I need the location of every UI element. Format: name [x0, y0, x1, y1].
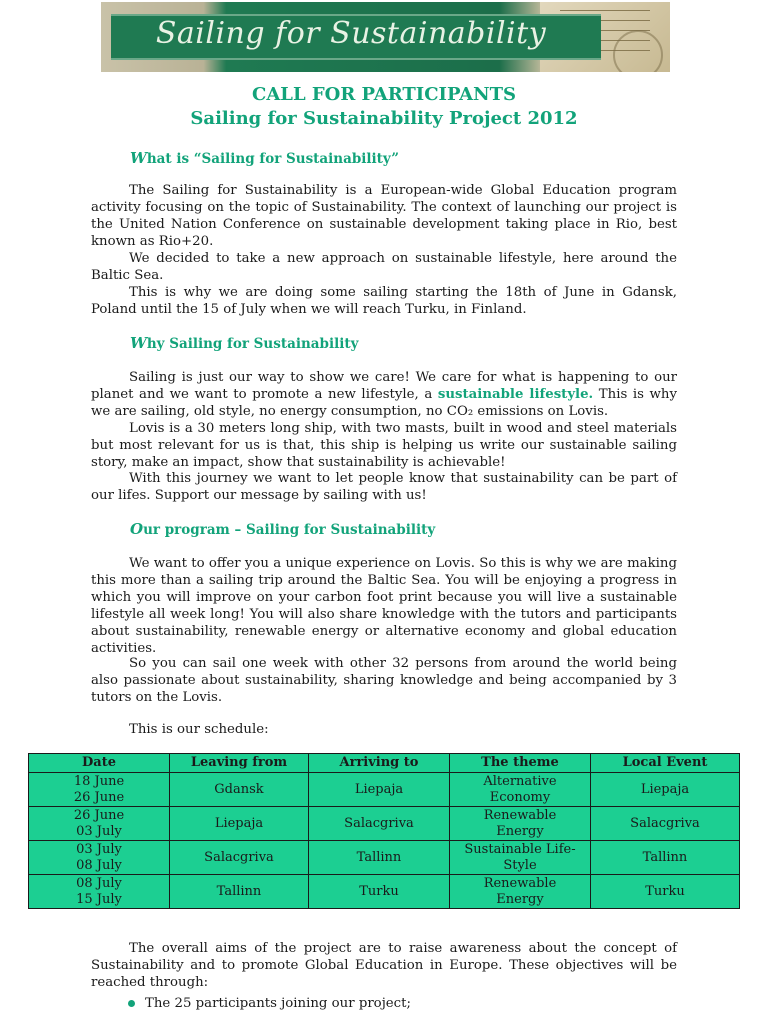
call-heading: CALL FOR PARTICIPANTS [252, 84, 516, 105]
program-paragraph-1: We want to offer you a unique experience on Lovis. So this is why we are making this more than a sailing trip around the Baltic Sea. You will be enjoying a progress in which you will improve on your carbon foot print because you will live a sustainable lifestyle all week long! You will also share knowledge with the tutors and participants about sustainability, renewable energy or alternative economy and global education activities. [91, 556, 677, 656]
cell-arriving: Liepaja [309, 773, 450, 807]
project-heading: Sailing for Sustainability Project 2012 [190, 108, 578, 129]
date-end: 26 June [73, 789, 125, 805]
header-local-event: Local Event [591, 754, 740, 773]
banner [101, 2, 670, 72]
section-program-heading [130, 520, 435, 538]
header-arriving-to: Arriving to [309, 754, 450, 773]
cell-date [29, 807, 170, 841]
cell-arriving: Turku [309, 875, 450, 909]
sustainable-lifestyle-highlight: sustainable lifestyle. [437, 387, 594, 402]
date-end: 15 July [76, 891, 122, 907]
cell-theme [450, 841, 591, 875]
theme-line-2: Energy [496, 891, 544, 907]
aims-paragraph: The overall aims of the project are to raise awareness about the concept of Sustainability and to promote Global Education in Europe. These objectives will be reached through: [91, 941, 677, 990]
header-leaving-from: Leaving from [170, 754, 309, 773]
date-end: 03 July [76, 823, 122, 839]
schedule-intro: This is our schedule: [129, 722, 269, 737]
what-paragraph-3: This is why we are doing some sailing starting the 18th of June in Gdansk, Poland until the 15 of July when we will reach Turku, in Finland. [91, 285, 677, 317]
what-paragraph-2: We decided to take a new approach on sustainable lifestyle, here around the Baltic Sea. [91, 251, 677, 283]
section-what-heading [130, 149, 399, 167]
table-row [29, 875, 740, 909]
theme-line-1: Alternative [483, 773, 557, 789]
date-start: 26 June [73, 807, 125, 823]
table-row [29, 773, 740, 807]
what-paragraph-1: The Sailing for Sustainability is a European-wide Global Education program activity focusing on the topic of Sustainability. The context of launching our project is the United Nation Conference on sustainable development taking place in Rio, best known as Rio+20. [91, 183, 677, 249]
table-row [29, 841, 740, 875]
why-paragraph-1 [91, 369, 677, 420]
cell-arriving: Salacgriva [309, 807, 450, 841]
theme-line-1: Renewable [483, 875, 557, 891]
why-paragraph-1-text-end: This is why we are sailing, old style, no energy consumption, no CO₂ emissions on Lovis. [91, 387, 677, 419]
program-paragraph-2: So you can sail one week with other 32 persons from around the world being also passionate about sustainability, sharing knowledge and being accompanied by 3 tutors on the Lovis. [91, 656, 677, 705]
section-why-cap: W [130, 334, 147, 352]
theme-line-2: Energy [496, 823, 544, 839]
cell-date [29, 773, 170, 807]
cell-event: Salacgriva [591, 807, 740, 841]
cell-leaving: Tallinn [170, 875, 309, 909]
cell-theme [450, 807, 591, 841]
section-program-rest: ur program – Sailing for Sustainability [143, 522, 436, 538]
date-start: 03 July [76, 841, 122, 857]
cell-theme [450, 773, 591, 807]
date-start: 18 June [73, 773, 125, 789]
schedule-table [28, 753, 740, 909]
theme-line-2: Economy [489, 789, 551, 805]
header-date: Date [29, 754, 170, 773]
why-paragraph-2: Lovis is a 30 meters long ship, with two masts, built in wood and steel materials but most relevant for us is that, this ship is helping us write our sustainable sailing story, make an impact, show that sustainability is achievable! [91, 421, 677, 470]
date-start: 08 July [76, 875, 122, 891]
section-program-cap: O [130, 520, 144, 538]
cell-event: Turku [591, 875, 740, 909]
cell-theme [450, 875, 591, 909]
date-end: 08 July [76, 857, 122, 873]
theme-line-1: Sustainable Life- [464, 841, 576, 857]
theme-line-2: Style [503, 857, 537, 873]
why-paragraph-3: With this journey we want to let people know that sustainability can be part of our lifes. Support our message by sailing with us! [91, 471, 677, 503]
banner-title: Sailing for Sustainability [155, 16, 547, 51]
cell-leaving: Gdansk [170, 773, 309, 807]
list-item [128, 996, 411, 1011]
cell-date [29, 841, 170, 875]
cell-event: Liepaja [591, 773, 740, 807]
bullet-icon [128, 1000, 135, 1007]
cell-date [29, 875, 170, 909]
section-what-rest: hat is “Sailing for Sustainability” [146, 151, 400, 167]
compass-icon [613, 30, 663, 72]
section-what-cap: W [130, 149, 147, 167]
theme-line-1: Renewable [483, 807, 557, 823]
cell-leaving: Salacgriva [170, 841, 309, 875]
table-row [29, 807, 740, 841]
section-why-rest: hy Sailing for Sustainability [146, 336, 359, 352]
section-why-heading [130, 334, 358, 352]
bullet-text: The 25 participants joining our project; [145, 996, 411, 1011]
cell-event: Tallinn [591, 841, 740, 875]
why-paragraph-1-text: Sailing is just our way to show we care! We care for what is happening to our planet and we want to promote a new lifestyle, a [91, 370, 677, 402]
table-header-row [29, 754, 740, 773]
cell-arriving: Tallinn [309, 841, 450, 875]
cell-leaving: Liepaja [170, 807, 309, 841]
header-theme: The theme [450, 754, 591, 773]
